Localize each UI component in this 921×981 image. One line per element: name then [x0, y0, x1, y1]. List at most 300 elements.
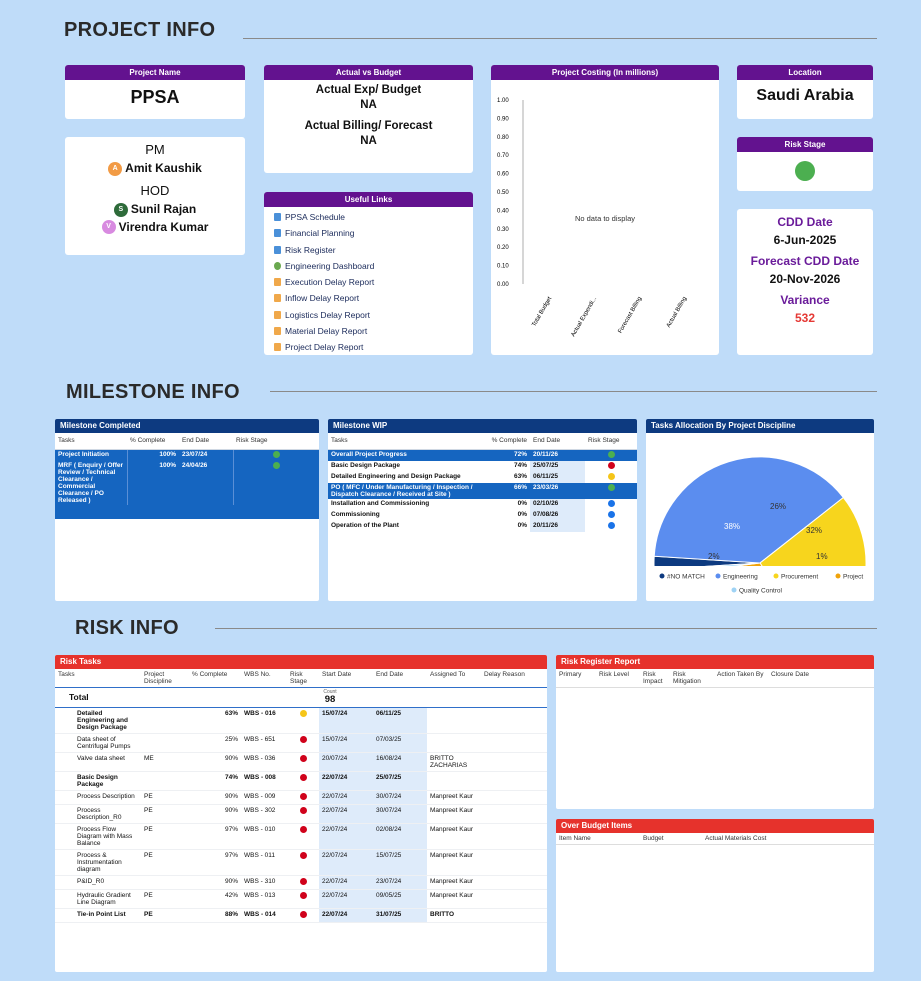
hod-name: Virendra Kumar [118, 219, 209, 234]
column-header: Closure Date [768, 669, 874, 688]
useful-link-label: Inflow Delay Report [285, 293, 360, 304]
risk-task-start: 22/07/24 [319, 849, 373, 875]
risk-task-risk [287, 804, 319, 823]
column-header: Project Discipline [141, 669, 189, 688]
avatar: A [108, 162, 122, 176]
useful-link-item[interactable] [264, 209, 473, 225]
column-header: Risk Stage [233, 433, 319, 449]
milestone-risk [585, 483, 637, 499]
column-header: Tasks [55, 433, 127, 449]
pm-row [65, 161, 245, 176]
milestone-risk [585, 461, 637, 472]
useful-link-label: Engineering Dashboard [285, 260, 375, 271]
column-header: Tasks [328, 433, 476, 449]
useful-link-item[interactable] [264, 339, 473, 355]
column-header: Action Taken By [714, 669, 768, 688]
column-header: Risk Impact [640, 669, 670, 688]
useful-link-label: Execution Delay Report [285, 277, 375, 288]
risk-task-end: 30/07/24 [373, 804, 427, 823]
risk-task-risk [287, 733, 319, 752]
risk-task-delay-reason [481, 889, 547, 908]
milestone-task: MRF ( Enquiry / Offer Review / Technical Clearance / Commercial Clearance / PO Released ) [55, 461, 127, 505]
column-header: % Complete [127, 433, 179, 449]
milestone-row [55, 449, 319, 461]
report-icon [274, 343, 281, 351]
actual-billing-value: NA [360, 135, 377, 147]
milestone-risk [585, 449, 637, 461]
risk-indicator [300, 755, 307, 762]
risk-task-assigned: BRITTO [427, 908, 481, 922]
milestone-end-date: 06/11/25 [530, 472, 585, 483]
location-header: Location [737, 65, 873, 80]
risk-task-risk [287, 849, 319, 875]
legend-marker [774, 574, 779, 579]
legend-label: Procurement [781, 573, 819, 581]
report-icon [274, 311, 281, 319]
pm-label: PM [145, 142, 165, 157]
milestone-task: Installation and Commissioning [331, 499, 430, 507]
milestone-task: Project Initiation [55, 449, 127, 461]
legend-label: Engineering [723, 573, 758, 581]
risk-indicator [608, 500, 615, 507]
risk-indicator [300, 892, 307, 899]
section-divider [215, 628, 877, 629]
risk-task-wbs: WBS - 016 [241, 707, 287, 733]
risk-task-start: 22/07/24 [319, 823, 373, 849]
milestone-wip-header: Milestone WIP [328, 419, 637, 433]
legend-marker [716, 574, 721, 579]
risk-tasks-table [55, 669, 547, 923]
milestone-completed-table [55, 433, 319, 519]
risk-task-wbs: WBS - 310 [241, 875, 287, 889]
y-tick-label: 0.40 [497, 208, 509, 215]
cdd-label: CDD Date [777, 215, 833, 229]
column-header: Actual Materials Cost [702, 833, 874, 845]
risk-indicator [608, 484, 615, 491]
project-name-header: Project Name [65, 65, 245, 80]
risk-indicator [273, 462, 280, 469]
no-data-message: No data to display [574, 214, 636, 223]
risk-indicator [608, 451, 615, 458]
count-value: 98 [324, 694, 336, 705]
column-header: Risk Mitigation [670, 669, 714, 688]
milestone-end-date: 25/07/25 [530, 461, 585, 472]
legend-marker [732, 588, 737, 593]
useful-link-label: Financial Planning [285, 228, 355, 239]
risk-task-discipline: ME [141, 752, 189, 771]
slice-label: 38% [724, 522, 741, 531]
milestone-pct: 0% [517, 499, 527, 507]
filler-row [55, 505, 319, 519]
milestone-pct: 63% [513, 472, 527, 480]
milestone-end-date: 23/07/24 [179, 449, 233, 461]
milestone-row [328, 499, 637, 510]
document-icon [274, 213, 281, 221]
column-header: Budget [640, 833, 702, 845]
report-icon [274, 294, 281, 302]
milestone-task: Commissioning [331, 510, 380, 518]
risk-task-pct: 63% [189, 707, 241, 733]
milestone-task: PO ( MFC / Under Manufacturing / Inspection / Dispatch Clearance / Received at Site ) [331, 483, 473, 498]
risk-indicator [300, 793, 307, 800]
risk-task-assigned [427, 707, 481, 733]
risk-indicator [300, 774, 307, 781]
risk-task-pct: 90% [189, 752, 241, 771]
risk-indicator [273, 451, 280, 458]
milestone-pct: 0% [517, 510, 527, 518]
risk-indicator [300, 911, 307, 918]
forecast-cdd-value: 20-Nov-2026 [769, 272, 841, 286]
column-header: Risk Level [596, 669, 640, 688]
risk-task-pct: 25% [189, 733, 241, 752]
risk-indicator [300, 736, 307, 743]
risk-task-wbs: WBS - 009 [241, 790, 287, 804]
risk-task-discipline: PE [141, 908, 189, 922]
risk-task-start: 22/07/24 [319, 889, 373, 908]
milestone-end-date: 24/04/26 [179, 461, 233, 505]
risk-task-end: 09/05/25 [373, 889, 427, 908]
milestone-risk [585, 472, 637, 483]
milestone-end-date: 07/08/26 [530, 510, 585, 521]
risk-task-name: Process Description_R0 [55, 804, 141, 823]
useful-links-list [264, 207, 473, 355]
useful-link-item[interactable] [264, 323, 473, 339]
over-budget-card [556, 819, 874, 972]
column-header: End Date [530, 433, 585, 449]
column-header: Delay Reason [481, 669, 547, 688]
risk-task-assigned: Manpreet Kaur [427, 889, 481, 908]
over-budget-table [556, 833, 874, 845]
total-label: Total [55, 688, 141, 708]
milestone-pct: 100% [159, 461, 176, 469]
useful-link-item[interactable] [264, 307, 473, 323]
risk-task-name: Process & Instrumentation diagram [55, 849, 141, 875]
report-icon [274, 327, 281, 335]
useful-links-header: Useful Links [264, 192, 473, 207]
risk-indicator [608, 462, 615, 469]
risk-task-discipline: PE [141, 849, 189, 875]
column-header: % Complete [189, 669, 241, 688]
risk-task-delay-reason [481, 733, 547, 752]
people-card [65, 137, 245, 255]
risk-task-pct: 90% [189, 804, 241, 823]
risk-task-row [55, 823, 547, 849]
slice-label: 32% [806, 526, 823, 535]
risk-task-delay-reason [481, 849, 547, 875]
risk-task-name: Process Description [55, 790, 141, 804]
milestone-task: Operation of the Plant [331, 521, 399, 529]
risk-task-risk [287, 707, 319, 733]
risk-indicator [608, 511, 615, 518]
actual-billing-label: Actual Billing/ Forecast [304, 120, 433, 132]
risk-task-risk [287, 790, 319, 804]
risk-task-row [55, 908, 547, 922]
y-tick-label: 0.10 [497, 263, 509, 270]
risk-task-delay-reason [481, 707, 547, 733]
risk-task-pct: 90% [189, 875, 241, 889]
y-tick-label: 0.60 [497, 171, 509, 178]
column-header: Risk Stage [585, 433, 637, 449]
risk-task-risk [287, 889, 319, 908]
risk-task-start: 15/07/24 [319, 707, 373, 733]
risk-task-start: 22/07/24 [319, 804, 373, 823]
cdd-card [737, 209, 873, 355]
useful-link-item[interactable] [264, 274, 473, 290]
risk-indicator [300, 826, 307, 833]
risk-task-delay-reason [481, 875, 547, 889]
risk-task-wbs: WBS - 014 [241, 908, 287, 922]
milestone-row [328, 472, 637, 483]
risk-task-discipline: PE [141, 790, 189, 804]
risk-tasks-card [55, 655, 547, 972]
useful-link-label: Risk Register [285, 244, 336, 255]
y-tick-label: 0.90 [497, 116, 509, 123]
milestone-risk [585, 499, 637, 510]
risk-stage-header: Risk Stage [737, 137, 873, 152]
milestone-risk [233, 449, 319, 461]
risk-task-name: Tie-in Point List [55, 908, 141, 922]
risk-task-name: Basic Design Package [55, 771, 141, 790]
x-tick-label: Actual Billing [665, 296, 689, 329]
section-title-milestone-info: MILESTONE INFO [66, 381, 240, 403]
y-tick-label: 0.50 [497, 190, 509, 196]
risk-task-assigned: Manpreet Kaur [427, 790, 481, 804]
tasks-allocation-card [646, 419, 874, 601]
x-tick-label: Total Budget [531, 296, 554, 328]
x-tick-label: Forecast Billing [617, 296, 644, 335]
risk-task-row [55, 849, 547, 875]
risk-tasks-header: Risk Tasks [55, 655, 547, 669]
risk-task-pct: 90% [189, 790, 241, 804]
column-header: Tasks [55, 669, 141, 688]
risk-task-start: 22/07/24 [319, 790, 373, 804]
risk-register-card [556, 655, 874, 809]
milestone-row [55, 461, 319, 505]
hod-row [65, 220, 245, 235]
section-divider [243, 38, 877, 39]
legend-marker [836, 574, 841, 579]
risk-task-assigned: Manpreet Kaur [427, 875, 481, 889]
risk-task-name: Detailed Engineering and Design Package [55, 707, 141, 733]
risk-stage-indicator [795, 161, 815, 181]
risk-task-risk [287, 875, 319, 889]
project-name-value: PPSA [130, 87, 180, 107]
milestone-row [328, 510, 637, 521]
risk-indicator [608, 522, 615, 529]
risk-task-delay-reason [481, 804, 547, 823]
risk-task-pct: 42% [189, 889, 241, 908]
risk-task-row [55, 752, 547, 771]
legend-marker [660, 574, 665, 579]
legend-label: #NO MATCH [667, 573, 705, 581]
risk-task-end: 15/07/25 [373, 849, 427, 875]
risk-task-pct: 97% [189, 823, 241, 849]
actual-vs-budget-card [264, 65, 473, 173]
variance-label: Variance [780, 293, 830, 307]
risk-task-discipline [141, 771, 189, 790]
document-icon [274, 229, 281, 237]
milestone-task: Detailed Engineering and Design Package [331, 472, 461, 480]
milestone-row [328, 483, 637, 499]
section-title-risk-info: RISK INFO [75, 617, 179, 639]
risk-task-end: 07/03/25 [373, 733, 427, 752]
milestone-wip-table [328, 433, 637, 532]
risk-task-row [55, 875, 547, 889]
risk-task-name: Process Flow Diagram with Mass Balance [55, 823, 141, 849]
risk-task-start: 22/07/24 [319, 908, 373, 922]
risk-task-name: P&ID_R0 [55, 875, 141, 889]
risk-task-end: 23/07/24 [373, 875, 427, 889]
milestone-row [328, 521, 637, 532]
risk-indicator [300, 852, 307, 859]
column-header: Primary [556, 669, 596, 688]
useful-link-item[interactable] [264, 290, 473, 306]
y-tick-label: 0.00 [497, 282, 509, 288]
useful-link-label: Material Delay Report [285, 326, 368, 337]
avatar: S [114, 203, 128, 217]
risk-task-pct: 74% [189, 771, 241, 790]
y-tick-label: 0.30 [497, 226, 509, 233]
risk-indicator [300, 878, 307, 885]
milestone-end-date: 20/11/26 [530, 521, 585, 532]
cdd-value: 6-Jun-2025 [773, 233, 837, 247]
legend-label: Project [843, 573, 864, 581]
pm-name: Amit Kaushik [125, 161, 202, 175]
avatar: V [102, 220, 116, 234]
milestone-pct: 66% [513, 483, 527, 491]
actual-vs-budget-header: Actual vs Budget [264, 65, 473, 80]
document-icon [274, 246, 281, 254]
useful-link-label: PPSA Schedule [285, 212, 346, 222]
risk-task-name: Hydraulic Gradient Line Diagram [55, 889, 141, 908]
risk-task-wbs: WBS - 651 [241, 733, 287, 752]
risk-task-end: 16/08/24 [373, 752, 427, 771]
risk-task-name: Valve data sheet [55, 752, 141, 771]
over-budget-header: Over Budget Items [556, 819, 874, 833]
column-header: Start Date [319, 669, 373, 688]
milestone-completed-header: Milestone Completed [55, 419, 319, 433]
pie-slice[interactable] [655, 563, 819, 601]
location-card [737, 65, 873, 119]
risk-task-end: 25/07/25 [373, 771, 427, 790]
useful-link-label: Project Delay Report [285, 342, 364, 353]
milestone-task: Overall Project Progress [331, 450, 407, 458]
risk-register-table [556, 669, 874, 688]
project-costing-header: Project Costing (In millions) [491, 65, 719, 80]
milestone-end-date: 02/10/26 [530, 499, 585, 510]
milestone-completed-card [55, 419, 319, 601]
milestone-pct: 100% [159, 450, 176, 458]
risk-task-delay-reason [481, 908, 547, 922]
risk-task-row [55, 733, 547, 752]
risk-task-wbs: WBS - 013 [241, 889, 287, 908]
risk-task-end: 31/07/25 [373, 908, 427, 922]
risk-task-row [55, 707, 547, 733]
milestone-row [328, 461, 637, 472]
milestone-row [328, 449, 637, 461]
risk-task-start: 22/07/24 [319, 875, 373, 889]
report-icon [274, 278, 281, 286]
risk-task-delay-reason [481, 771, 547, 790]
risk-task-pct: 88% [189, 908, 241, 922]
actual-exp-value: NA [360, 99, 377, 111]
risk-task-end: 06/11/25 [373, 707, 427, 733]
risk-task-wbs: WBS - 302 [241, 804, 287, 823]
y-tick-label: 0.80 [497, 134, 509, 141]
risk-indicator [300, 710, 307, 717]
slice-label: 1% [816, 552, 828, 561]
risk-task-start: 20/07/24 [319, 752, 373, 771]
milestone-risk [585, 521, 637, 532]
risk-task-assigned: Manpreet Kaur [427, 823, 481, 849]
risk-task-discipline: PE [141, 823, 189, 849]
risk-task-wbs: WBS - 011 [241, 849, 287, 875]
tasks-allocation-header: Tasks Allocation By Project Discipline [646, 419, 874, 433]
milestone-risk [233, 461, 319, 505]
risk-task-delay-reason [481, 790, 547, 804]
risk-task-discipline: PE [141, 804, 189, 823]
risk-task-row [55, 889, 547, 908]
useful-link-item[interactable] [264, 242, 473, 258]
risk-register-header: Risk Register Report [556, 655, 874, 669]
tasks-allocation-pie-chart [646, 433, 874, 601]
x-tick-label: Actual Expendi... [570, 296, 599, 338]
risk-task-end: 30/07/24 [373, 790, 427, 804]
slice-label: 26% [770, 502, 787, 511]
hod-row [65, 202, 245, 217]
useful-links-card [264, 192, 473, 355]
actual-exp-label: Actual Exp/ Budget [315, 84, 422, 96]
milestone-pct: 0% [517, 521, 527, 529]
risk-task-discipline [141, 875, 189, 889]
risk-task-wbs: WBS - 036 [241, 752, 287, 771]
column-header: End Date [179, 433, 233, 449]
y-tick-label: 0.70 [497, 153, 509, 160]
column-header: Item Name [556, 833, 640, 845]
risk-task-risk [287, 771, 319, 790]
column-header: % Complete [476, 433, 530, 449]
dashboard-icon [274, 262, 281, 270]
risk-task-wbs: WBS - 008 [241, 771, 287, 790]
risk-task-assigned [427, 771, 481, 790]
section-divider [270, 391, 877, 392]
milestone-pct: 74% [513, 461, 527, 469]
risk-task-assigned [427, 733, 481, 752]
column-header: End Date [373, 669, 427, 688]
risk-task-risk [287, 908, 319, 922]
legend-label: Quality Control [739, 587, 782, 595]
y-tick-label: 1.00 [497, 98, 509, 104]
risk-task-discipline [141, 733, 189, 752]
risk-task-end: 02/08/24 [373, 823, 427, 849]
risk-task-start: 22/07/24 [319, 771, 373, 790]
risk-task-row [55, 771, 547, 790]
column-header: WBS No. [241, 669, 287, 688]
project-name-card [65, 65, 245, 119]
y-tick-label: 0.20 [497, 245, 509, 252]
slice-label: 2% [708, 552, 720, 561]
variance-value: 532 [794, 311, 816, 325]
risk-task-assigned: Manpreet Kaur [427, 804, 481, 823]
milestone-task: Basic Design Package [331, 461, 401, 469]
useful-link-label: Logistics Delay Report [285, 309, 371, 320]
useful-link-item[interactable] [264, 225, 473, 241]
useful-link-item[interactable] [264, 258, 473, 274]
risk-task-assigned: Manpreet Kaur [427, 849, 481, 875]
risk-stage-card [737, 137, 873, 191]
forecast-cdd-label: Forecast CDD Date [750, 254, 860, 268]
milestone-end-date: 23/03/26 [533, 483, 559, 491]
